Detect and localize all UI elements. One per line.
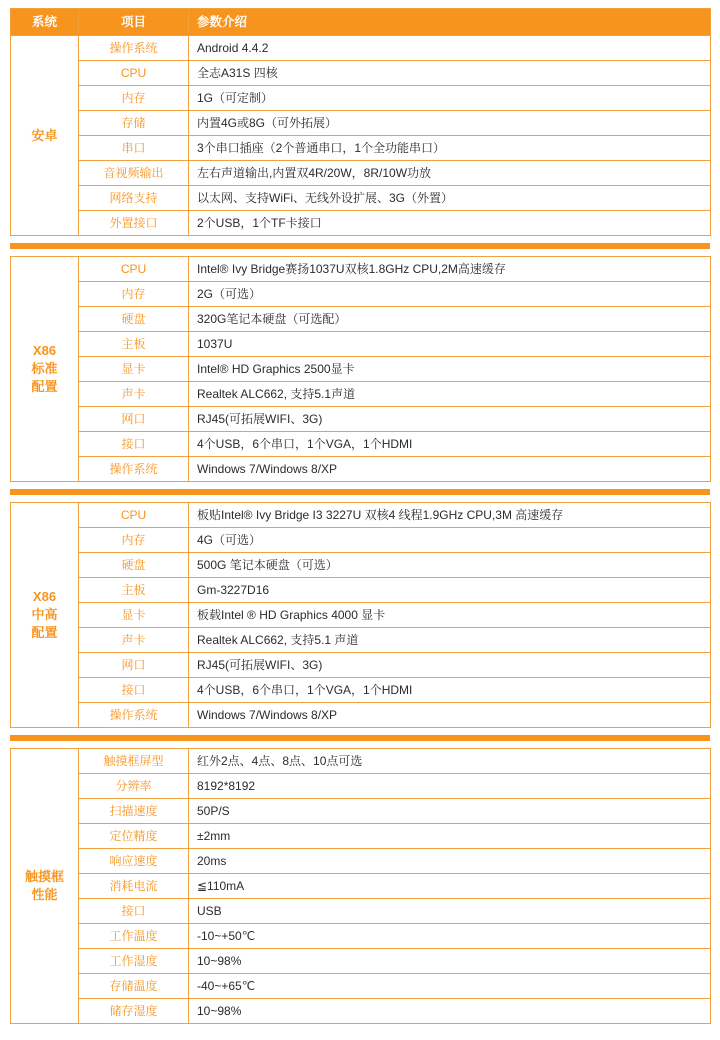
table-row [11,111,711,136]
table-row [11,849,711,874]
item-value: Intel® Ivy Bridge赛扬1037U双核1.8GHz CPU,2M高速缓存 [189,257,711,282]
item-label: 操作系统 [79,457,189,482]
table-row [11,86,711,111]
item-label: 接口 [79,432,189,457]
group-label-x86-standard [11,257,79,482]
item-label: 操作系统 [79,703,189,728]
item-value: 2G（可选） [189,282,711,307]
item-value: 20ms [189,849,711,874]
item-value: RJ45(可拓展WIFI、3G) [189,653,711,678]
section-gap [10,495,710,502]
table-row [11,503,711,528]
item-value: 10~98% [189,949,711,974]
table-row [11,653,711,678]
table-row [11,432,711,457]
item-value: Realtek ALC662, 支持5.1声道 [189,382,711,407]
item-label: CPU [79,61,189,86]
item-label: 储存湿度 [79,999,189,1024]
spec-table-android [10,8,711,236]
table-row [11,603,711,628]
header-system: 系统 [11,9,79,36]
item-label: 内存 [79,282,189,307]
item-value: ≦110mA [189,874,711,899]
item-value: Gm-3227D16 [189,578,711,603]
item-label: 显卡 [79,603,189,628]
group-label-line: 配置 [31,625,58,640]
table-row [11,874,711,899]
header-item: 项目 [79,9,189,36]
item-label: 硬盘 [79,553,189,578]
item-label: 硬盘 [79,307,189,332]
item-label: 定位精度 [79,824,189,849]
table-row [11,924,711,949]
table-row [11,161,711,186]
group-label-line: 配置 [31,379,58,394]
section-gap [10,249,710,256]
item-value: Realtek ALC662, 支持5.1 声道 [189,628,711,653]
item-value: Intel® HD Graphics 2500显卡 [189,357,711,382]
item-label: 操作系统 [79,36,189,61]
item-label: 显卡 [79,357,189,382]
item-label: 网络支持 [79,186,189,211]
item-label: 内存 [79,528,189,553]
item-label: 声卡 [79,382,189,407]
group-label-x86-midhigh [11,503,79,728]
item-value: -40~+65℃ [189,974,711,999]
section-gap [10,482,710,489]
table-row [11,703,711,728]
table-row [11,457,711,482]
table-row [11,61,711,86]
item-label: 网口 [79,407,189,432]
table-row [11,407,711,432]
table-row [11,357,711,382]
item-value: Windows 7/Windows 8/XP [189,703,711,728]
item-label: 主板 [79,578,189,603]
item-value: 4个USB，6个串口，1个VGA，1个HDMI [189,678,711,703]
item-value: 1037U [189,332,711,357]
item-label: 接口 [79,899,189,924]
item-value: 板载Intel ® HD Graphics 4000 显卡 [189,603,711,628]
table-row [11,999,711,1024]
group-label-line: X86 [32,343,57,358]
table-row [11,774,711,799]
item-value: ±2mm [189,824,711,849]
item-value: USB [189,899,711,924]
group-label-line: 触摸框 [24,869,64,884]
group-label-line: 标准 [31,361,58,376]
table-row [11,678,711,703]
spec-table-touchframe [10,748,711,1024]
spec-table-x86-midhigh [10,502,711,728]
item-label: 消耗电流 [79,874,189,899]
item-value: 内置4G或8G（可外拓展） [189,111,711,136]
table-row [11,307,711,332]
item-value: 50P/S [189,799,711,824]
table-row [11,749,711,774]
table-row [11,578,711,603]
spec-table-x86-standard [10,256,711,482]
item-value: 320G笔记本硬盘（可选配） [189,307,711,332]
item-value: Windows 7/Windows 8/XP [189,457,711,482]
table-row [11,628,711,653]
group-label-line: X86 [32,589,57,604]
table-row [11,553,711,578]
item-label: 音视频输出 [79,161,189,186]
table-row [11,799,711,824]
item-value: 8192*8192 [189,774,711,799]
group-label-touchframe [11,749,79,1024]
table-row [11,528,711,553]
spec-sheet [10,0,710,1024]
table-row [11,899,711,924]
item-value: 10~98% [189,999,711,1024]
table-row [11,949,711,974]
item-value: 板贴Intel® Ivy Bridge I3 3227U 双核4 线程1.9GHz CPU,3M 高速缓存 [189,503,711,528]
group-label-line: 性能 [31,887,58,902]
table-row [11,36,711,61]
item-label: 工作湿度 [79,949,189,974]
item-label: 分辨率 [79,774,189,799]
item-value: 4个USB，6个串口，1个VGA，1个HDMI [189,432,711,457]
table-row [11,186,711,211]
item-label: 内存 [79,86,189,111]
table-row [11,824,711,849]
item-label: 工作温度 [79,924,189,949]
table-row [11,282,711,307]
item-label: CPU [79,503,189,528]
group-label-android: 安卓 [11,36,79,236]
item-value: 2个USB，1个TF卡接口 [189,211,711,236]
group-label-line: 中高 [31,607,58,622]
item-value: 以太网、支持WiFi、无线外设扩展、3G（外置） [189,186,711,211]
item-value: -10~+50℃ [189,924,711,949]
table-row [11,974,711,999]
item-value: 3个串口插座（2个普通串口，1个全功能串口） [189,136,711,161]
table-row [11,211,711,236]
item-value: RJ45(可拓展WIFI、3G) [189,407,711,432]
item-label: 声卡 [79,628,189,653]
item-label: 触摸框屏型 [79,749,189,774]
table-row [11,257,711,282]
table-row [11,382,711,407]
table-row [11,136,711,161]
header-param: 参数介绍 [189,9,711,36]
table-header-row [11,9,711,36]
item-value: 全志A31S 四核 [189,61,711,86]
item-label: 存储温度 [79,974,189,999]
item-value: 4G（可选） [189,528,711,553]
item-label: CPU [79,257,189,282]
item-value: 左右声道输出,内置双4R/20W，8R/10W功放 [189,161,711,186]
item-label: 响应速度 [79,849,189,874]
section-gap [10,741,710,748]
item-value: 红外2点、4点、8点、10点可选 [189,749,711,774]
item-value: 1G（可定制） [189,86,711,111]
item-label: 网口 [79,653,189,678]
item-label: 主板 [79,332,189,357]
item-value: 500G 笔记本硬盘（可选） [189,553,711,578]
section-gap [10,236,710,243]
item-label: 接口 [79,678,189,703]
item-label: 外置接口 [79,211,189,236]
section-gap [10,728,710,735]
table-row [11,332,711,357]
item-value: Android 4.4.2 [189,36,711,61]
item-label: 扫描速度 [79,799,189,824]
item-label: 存储 [79,111,189,136]
item-label: 串口 [79,136,189,161]
